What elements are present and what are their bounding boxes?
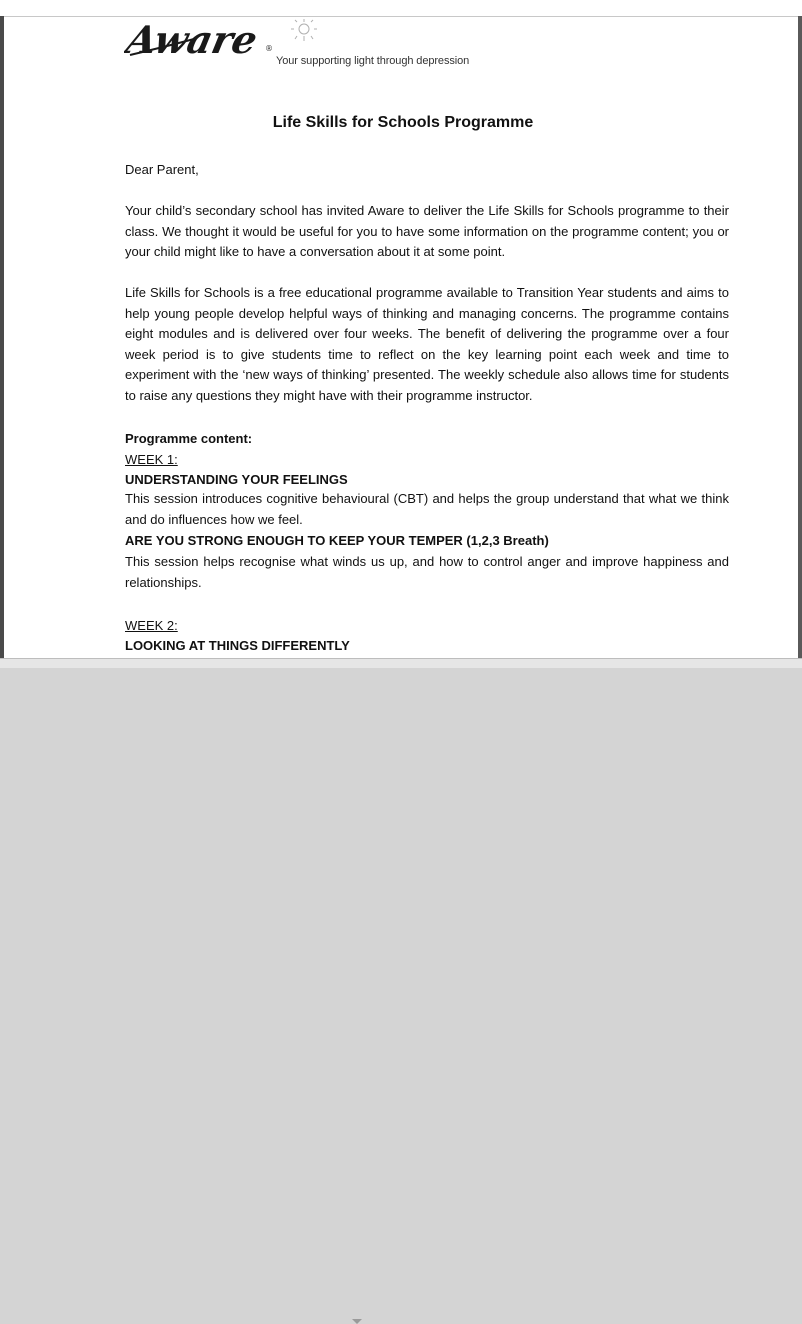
aware-logo xyxy=(124,17,470,75)
module-description: This session helps recognise what winds us up, and how to control anger and improve happiness and relationships. xyxy=(125,554,729,590)
week-1-label: WEEK 1: xyxy=(125,452,178,467)
week-2-label: WEEK 2: xyxy=(125,618,178,633)
module-title: LOOKING AT THINGS DIFFERENTLY xyxy=(125,638,350,653)
logo-tagline: Your supporting light through depression xyxy=(276,55,470,67)
module-title: ARE YOU STRONG ENOUGH TO KEEP YOUR TEMPER (1,2,3 Breath) xyxy=(125,533,549,548)
sun-icon xyxy=(291,19,317,41)
window-top-strip xyxy=(0,0,802,17)
chevron-down-icon xyxy=(352,1319,362,1324)
module-title: UNDERSTANDING YOUR FEELINGS xyxy=(125,472,348,487)
document-page xyxy=(4,17,798,658)
logo-wordmark: Aware xyxy=(124,18,262,63)
document-title: Life Skills for Schools Programme xyxy=(272,114,534,131)
right-window-border xyxy=(798,16,802,658)
intro-paragraph: Your child’s secondary school has invited Aware to deliver the Life Skills for Schools programme to their class. We thought it would be useful for you to have some information on the programme content; you or your child might like to have a conversation about it at some point. xyxy=(125,203,729,260)
svg-text:®: ® xyxy=(265,44,273,53)
module-description: This session introduces cognitive behavioural (CBT) and helps the group understand that what we think and do influences how we feel. xyxy=(125,491,729,527)
description-paragraph: Life Skills for Schools is a free educational programme available to Transition Year students and aims to help young people develop helpful ways of thinking and managing concerns. The programme contains eight modules and is delivered over four weeks. The benefit of delivering the programme over a four week period is to give students time to reflect on the key learning point each week and time to experiment with the ‘new ways of thinking’ presented. The weekly schedule also allows time for students to raise any questions they might have with their programme instructor. xyxy=(125,285,729,403)
salutation: Dear Parent, xyxy=(125,162,199,177)
content-heading: Programme content: xyxy=(125,431,253,446)
